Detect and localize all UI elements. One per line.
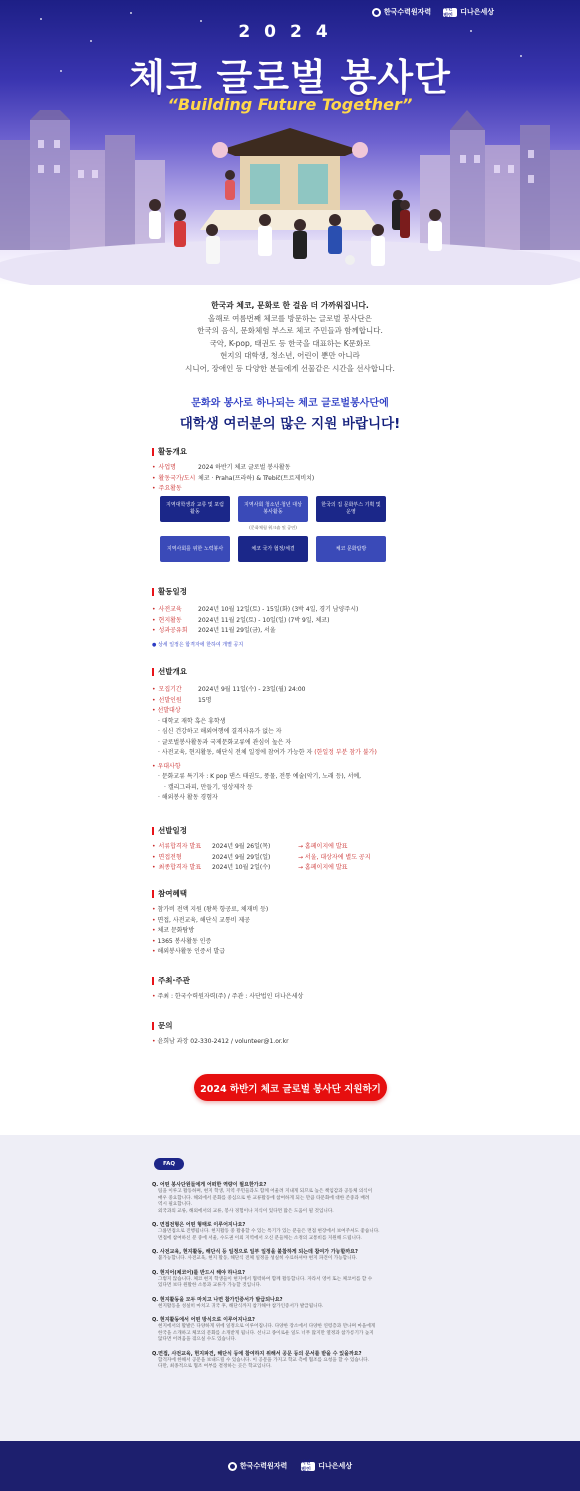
faq-item [152, 1270, 428, 1290]
better-world-logo-text: 디나은세상 [460, 8, 494, 16]
better-world-logo [443, 7, 494, 17]
info-value: 2024년 9월 29일(일) [212, 853, 271, 861]
info-label: • 사전교육 [152, 605, 198, 616]
faq-question: Q. 현지활동에서 어떤 방식으로 이루어지나요? [152, 1317, 255, 1323]
faq-question: Q. 현지어(체코어)를 반드시 해야 하나요? [152, 1269, 246, 1276]
pref-item-continued [158, 783, 442, 794]
hero-slogan: “Building Future Together” [167, 95, 413, 114]
info-row [152, 474, 442, 485]
info-row [152, 626, 442, 637]
faq-answer-line: 한국을 소개하고 체코의 문화를 소개받게 됩니다. 선니고 종이로운 일도 너무 많지만 열정과 참가릉기가 높지 [158, 1330, 374, 1336]
info-value: 2024년 10월 2일(수) [212, 864, 271, 871]
benefit-item: • 해외봉사활동 인증서 발급 [152, 947, 442, 958]
info-value: 15명 [198, 696, 212, 704]
khnp-logo-text: 한국수력원자력 [239, 1462, 288, 1470]
target-item: · 대학교 재학 혹은 휴학생 [158, 717, 442, 728]
activity-card [238, 496, 308, 530]
pref-item-text: 캘리그라피, 만들기, 영상제작 등 [167, 783, 253, 791]
selection-section [152, 666, 442, 804]
faq-answer-line: 외국과의 교류, 해외에서의 교류, 봉사 경험이나 지식이 있다면 많은 도움이 될 것입니다. [158, 1208, 334, 1214]
info-row [152, 463, 442, 474]
target-item: · 심신 건강하고 해외여행에 결격사유가 없는 자 [158, 727, 442, 738]
section-title: 참여혜택 [152, 888, 442, 899]
activity-grid [160, 496, 390, 562]
selection-schedule-section [152, 825, 442, 874]
faq-question: Q.면접, 사전교육, 현지파견, 해단식 등에 참여하지 위해서 공문 등의 문서를 받을 수 있을까요? [152, 1350, 362, 1357]
intro-sub-heading: 문화와 봉사로 하나되는 체코 글로벌봉사단에 [191, 397, 389, 409]
faq-question: Q. 어떤 봉사단원들에게 어떠한 역량이 필요한가요? [152, 1182, 267, 1188]
faq-answer-line: 다만, 최종적으로 협조 여부를 결정하는 곳은 학교입니다. [158, 1364, 272, 1369]
activity-label: 지역대학생과 교류 및 포럼 활동 [166, 502, 224, 515]
faq-question: Q. 현지활동을 모두 마치고 나면 참가인증서가 발급되나요? [152, 1296, 283, 1303]
targets-list [152, 717, 442, 759]
info-value: 2024년 11월 29일(금), 서울 [198, 627, 276, 634]
faq-answer-line: 합격자에 한해서 공문을 보내드릴 수 있습니다. 이 공문을 가지고 학교 측에 협조를 요청을 할 수 있습니다. [158, 1357, 370, 1363]
contact-text: • 윤희남 과장 02-330-2412 / volunteer@1.or.kr [152, 1037, 442, 1048]
info-note: → 홈페이지에 발표 [298, 864, 348, 871]
activity-card [316, 496, 386, 522]
overview-section [152, 446, 442, 495]
info-value: 2024 하반기 체코 글로벌 봉사활동 [198, 464, 291, 471]
section-title: 문의 [152, 1020, 442, 1031]
prefs-label: • 우대사항 [152, 762, 442, 773]
faq-answer-line: 않다면 어려움을 겪으실 수도 있습니다. [158, 1337, 237, 1342]
hero-banner [0, 0, 580, 285]
activity-card [160, 496, 230, 522]
faq-question: Q. 사전교육, 현지활동, 해단식 등 일정으로 일부 일정을 불참하게 되는데 참여가 가능할까요? [152, 1249, 358, 1255]
faq-badge: FAQ [154, 1158, 184, 1170]
contact-info [152, 1037, 442, 1048]
better-world-logo-text: 디나은세상 [318, 1462, 353, 1470]
activity-card [160, 536, 230, 562]
khnp-logo-icon [372, 8, 381, 17]
benefit-item: • 참가비 전액 지원 (왕복 항공료, 체재비 등) [152, 905, 442, 916]
info-label: • 성과공유회 [152, 626, 198, 637]
activity-note: (문화체험 워크숍 및 공연) [249, 525, 297, 530]
intro-lead: 한국과 체코, 문화로 한 걸음 더 가까워집니다. [211, 301, 369, 310]
faq-answer-line: 팀을 이루고 활동하며, 현지 학생, 지역 주민들과도 함께 어울려 지내게 되므로 높은 책임감과 공동체 의식이 [158, 1189, 373, 1194]
faq-answer-line: 매우 중요합니다. 해외에서 문화를 중심으로 한 교류활동에 참여하게 되는 만큼 타문화에 대한 존중과 배려 [158, 1195, 370, 1201]
faq-item [152, 1222, 428, 1242]
info-value: 체코 · Praha(프라하) & Třebíč(트르제비치) [198, 474, 315, 482]
info-value: 2024년 11월 2일(토) - 10일(일) (7박 9일, 체코) [198, 616, 330, 624]
section-title: 선발개요 [152, 666, 442, 677]
faq-section [0, 1135, 580, 1441]
activity-label: 체코 국가 협정/체결 [251, 545, 295, 552]
hero-logos [372, 7, 494, 17]
footer-khnp-logo [228, 1461, 287, 1471]
benefit-item: • 면접, 사전교육, 해단식 교통비 제공 [152, 916, 442, 927]
section-title: 활동개요 [152, 446, 442, 457]
better-world-logo-icon: 사단법인 [301, 1462, 315, 1471]
target-item: · 글로벌봉사활동과 국제문화교류에 관심이 높은 자 [158, 738, 442, 749]
faq-answer-line: 그렇지 않습니다. 체코 현지 학생들이 현지에서 협력하여 함께 활동합니다. 자라서 영어 또는 체코어를 할 수 [158, 1276, 373, 1282]
info-note: → 서울, 대상자에 별도 공지 [298, 853, 371, 861]
prefs-list [152, 772, 442, 804]
benefits-section [152, 888, 442, 958]
apply-button[interactable]: 2024 하반기 체코 글로벌 봉사단 지원하기 [194, 1074, 387, 1101]
target-item [158, 748, 442, 759]
info-label: • 사업명 [152, 463, 198, 474]
host-info [152, 992, 442, 1003]
targets-label: • 선발대상 [152, 706, 442, 717]
faq-item [152, 1297, 428, 1311]
footer-better-world-logo [301, 1461, 352, 1471]
intro-call-to-apply: 대학생 여러분의 많은 지원 바랍니다! [179, 415, 401, 432]
faq-answer-line: 불가능합니다. 사전교육, 현지 활동, 해단식 전체 일정을 성실히 수료하셔야 현지 파견이 가능합니다. [158, 1256, 358, 1261]
faq-answer-line: 그룹면접으로 진행됩니다. 현지활동 중 활용할 수 있는 특기가 있는 분들은 면접 현장에서 보여주셔도 좋습니다. [158, 1229, 380, 1234]
faq-item [152, 1249, 428, 1263]
info-value: 2024년 10월 12일(토) - 15일(화) (3박 4일, 경기 남양주시) [198, 606, 359, 613]
contact-section [152, 1020, 442, 1048]
building-left-icon [0, 110, 165, 250]
host-section [152, 975, 442, 1003]
host-text: • 주최 : 한국수력원자력(주) / 주관 : 사단법인 더나은세상 [152, 992, 442, 1003]
info-value: 2024년 9월 26일(목) [212, 843, 271, 850]
hero-title: 체코 글로벌 봉사단 [129, 56, 451, 99]
intro-section [0, 300, 580, 432]
info-row [152, 605, 442, 616]
benefit-item: • 1365 봉사활동 인증 [152, 937, 442, 948]
hero-year: 2024 [238, 22, 342, 42]
info-row [152, 853, 442, 864]
info-label: • 서류합격자 발표 [152, 842, 212, 853]
faq-item [152, 1351, 428, 1371]
schedule-note: ● 상세 일정은 합격자에 한하여 개별 공지 [152, 641, 244, 648]
info-note: → 홈페이지에 발표 [298, 843, 348, 850]
activity-label: 지역사회를 위한 노력봉사 [166, 545, 224, 552]
info-row [152, 842, 442, 853]
faq-item [152, 1317, 428, 1344]
khnp-logo-icon [228, 1462, 237, 1471]
faq-item [152, 1182, 428, 1215]
target-item-text: 사전교육, 현지활동, 해단식 전체 일정에 참여가 가능한 자 [161, 749, 313, 756]
faq-answer-line: 역시 필요합니다. [158, 1202, 192, 1207]
info-row [152, 863, 442, 874]
faq-list [152, 1182, 428, 1378]
activity-label: 체코 문화탐방 [335, 545, 367, 552]
info-label: • 최종합격자 발표 [152, 863, 212, 874]
info-row [152, 484, 442, 495]
info-row [152, 685, 442, 696]
info-row [152, 616, 442, 627]
faq-answer-line: 현지활동을 성실히 마치고 귀국 후, 해단식까지 참가해야 참가인증서가 발급됩니다. [158, 1303, 324, 1309]
intro-line: 시니어, 장애인 등 다양한 분들에게 선물같은 시간을 선사합니다. [185, 363, 395, 373]
intro-line: 올해로 여름번째 체코를 방문하는 글로벌 봉사단은 [207, 313, 373, 323]
intro-line: 현지의 대학생, 청소년, 어린이 뿐만 아니라 [220, 351, 360, 361]
hero-illustration [0, 110, 580, 285]
info-value [198, 484, 442, 495]
info-label: • 활동국가/도시 [152, 474, 198, 485]
benefits-list [152, 905, 442, 958]
info-value: 2024년 9월 11일(수) - 23일(월) 24:00 [198, 686, 306, 693]
activity-label: 한국의 집 문화부스 기획 및 운영 [321, 502, 381, 515]
building-right-icon [420, 110, 580, 250]
info-label: • 주요활동 [152, 484, 198, 495]
footer [0, 1441, 580, 1491]
activity-card [316, 536, 386, 562]
target-highlight: (한일정 부분 참가 불가) [314, 749, 377, 756]
faq-question: Q. 면접전형은 어떤 형태로 이루어지나요? [152, 1222, 246, 1228]
khnp-logo-text: 한국수력원자력 [383, 8, 432, 16]
activity-card [238, 536, 308, 562]
section-title: 활동일정 [152, 586, 442, 597]
pref-item: · 해외봉사 활동 경험자 [158, 793, 442, 804]
schedule-section [152, 586, 442, 648]
khnp-logo [372, 7, 431, 17]
section-title: 주최·주관 [152, 975, 442, 986]
faq-answer-line: 현지에서의 활발은 다양하게 위에 일정으로 이루어집니다. 다양한 장소에서 다양한 연령층과 만나며 마을에게 [158, 1324, 376, 1329]
faq-answer-line: 면접에 참여하신 분 중에 서울, 수도권 이외 지역에서 오신 분들께는 소정의 교통비를 지원해 드립니다. [158, 1235, 362, 1241]
activity-label: 지역사회 청소년·청년 대상 봉사활동 [244, 502, 302, 515]
benefit-item: • 체코 문화탐방 [152, 926, 442, 937]
info-label: • 모집기간 [152, 685, 198, 696]
info-label: • 면접전형 [152, 853, 212, 864]
section-title: 선발일정 [152, 825, 442, 836]
faq-answer-line: 있다면 보다 원활한 소통과 교류가 가능할 것입니다. [158, 1283, 262, 1288]
pref-item: · 문화교류 특기자 : K pop 댄스 태권도, 풍물, 전통 예술(악기, 노래 등), 서예, [158, 772, 442, 783]
info-label: • 현지활동 [152, 616, 198, 627]
intro-line: 국악, K-pop, 태권도 등 한국을 대표하는 K문화로 [209, 338, 371, 348]
info-row [152, 696, 442, 707]
intro-line: 한국의 음식, 문화체험 부스로 체코 주민들과 함께합니다. [197, 326, 383, 336]
info-label: • 선발인원 [152, 696, 198, 707]
better-world-logo-icon: 사단법인 [443, 8, 457, 17]
